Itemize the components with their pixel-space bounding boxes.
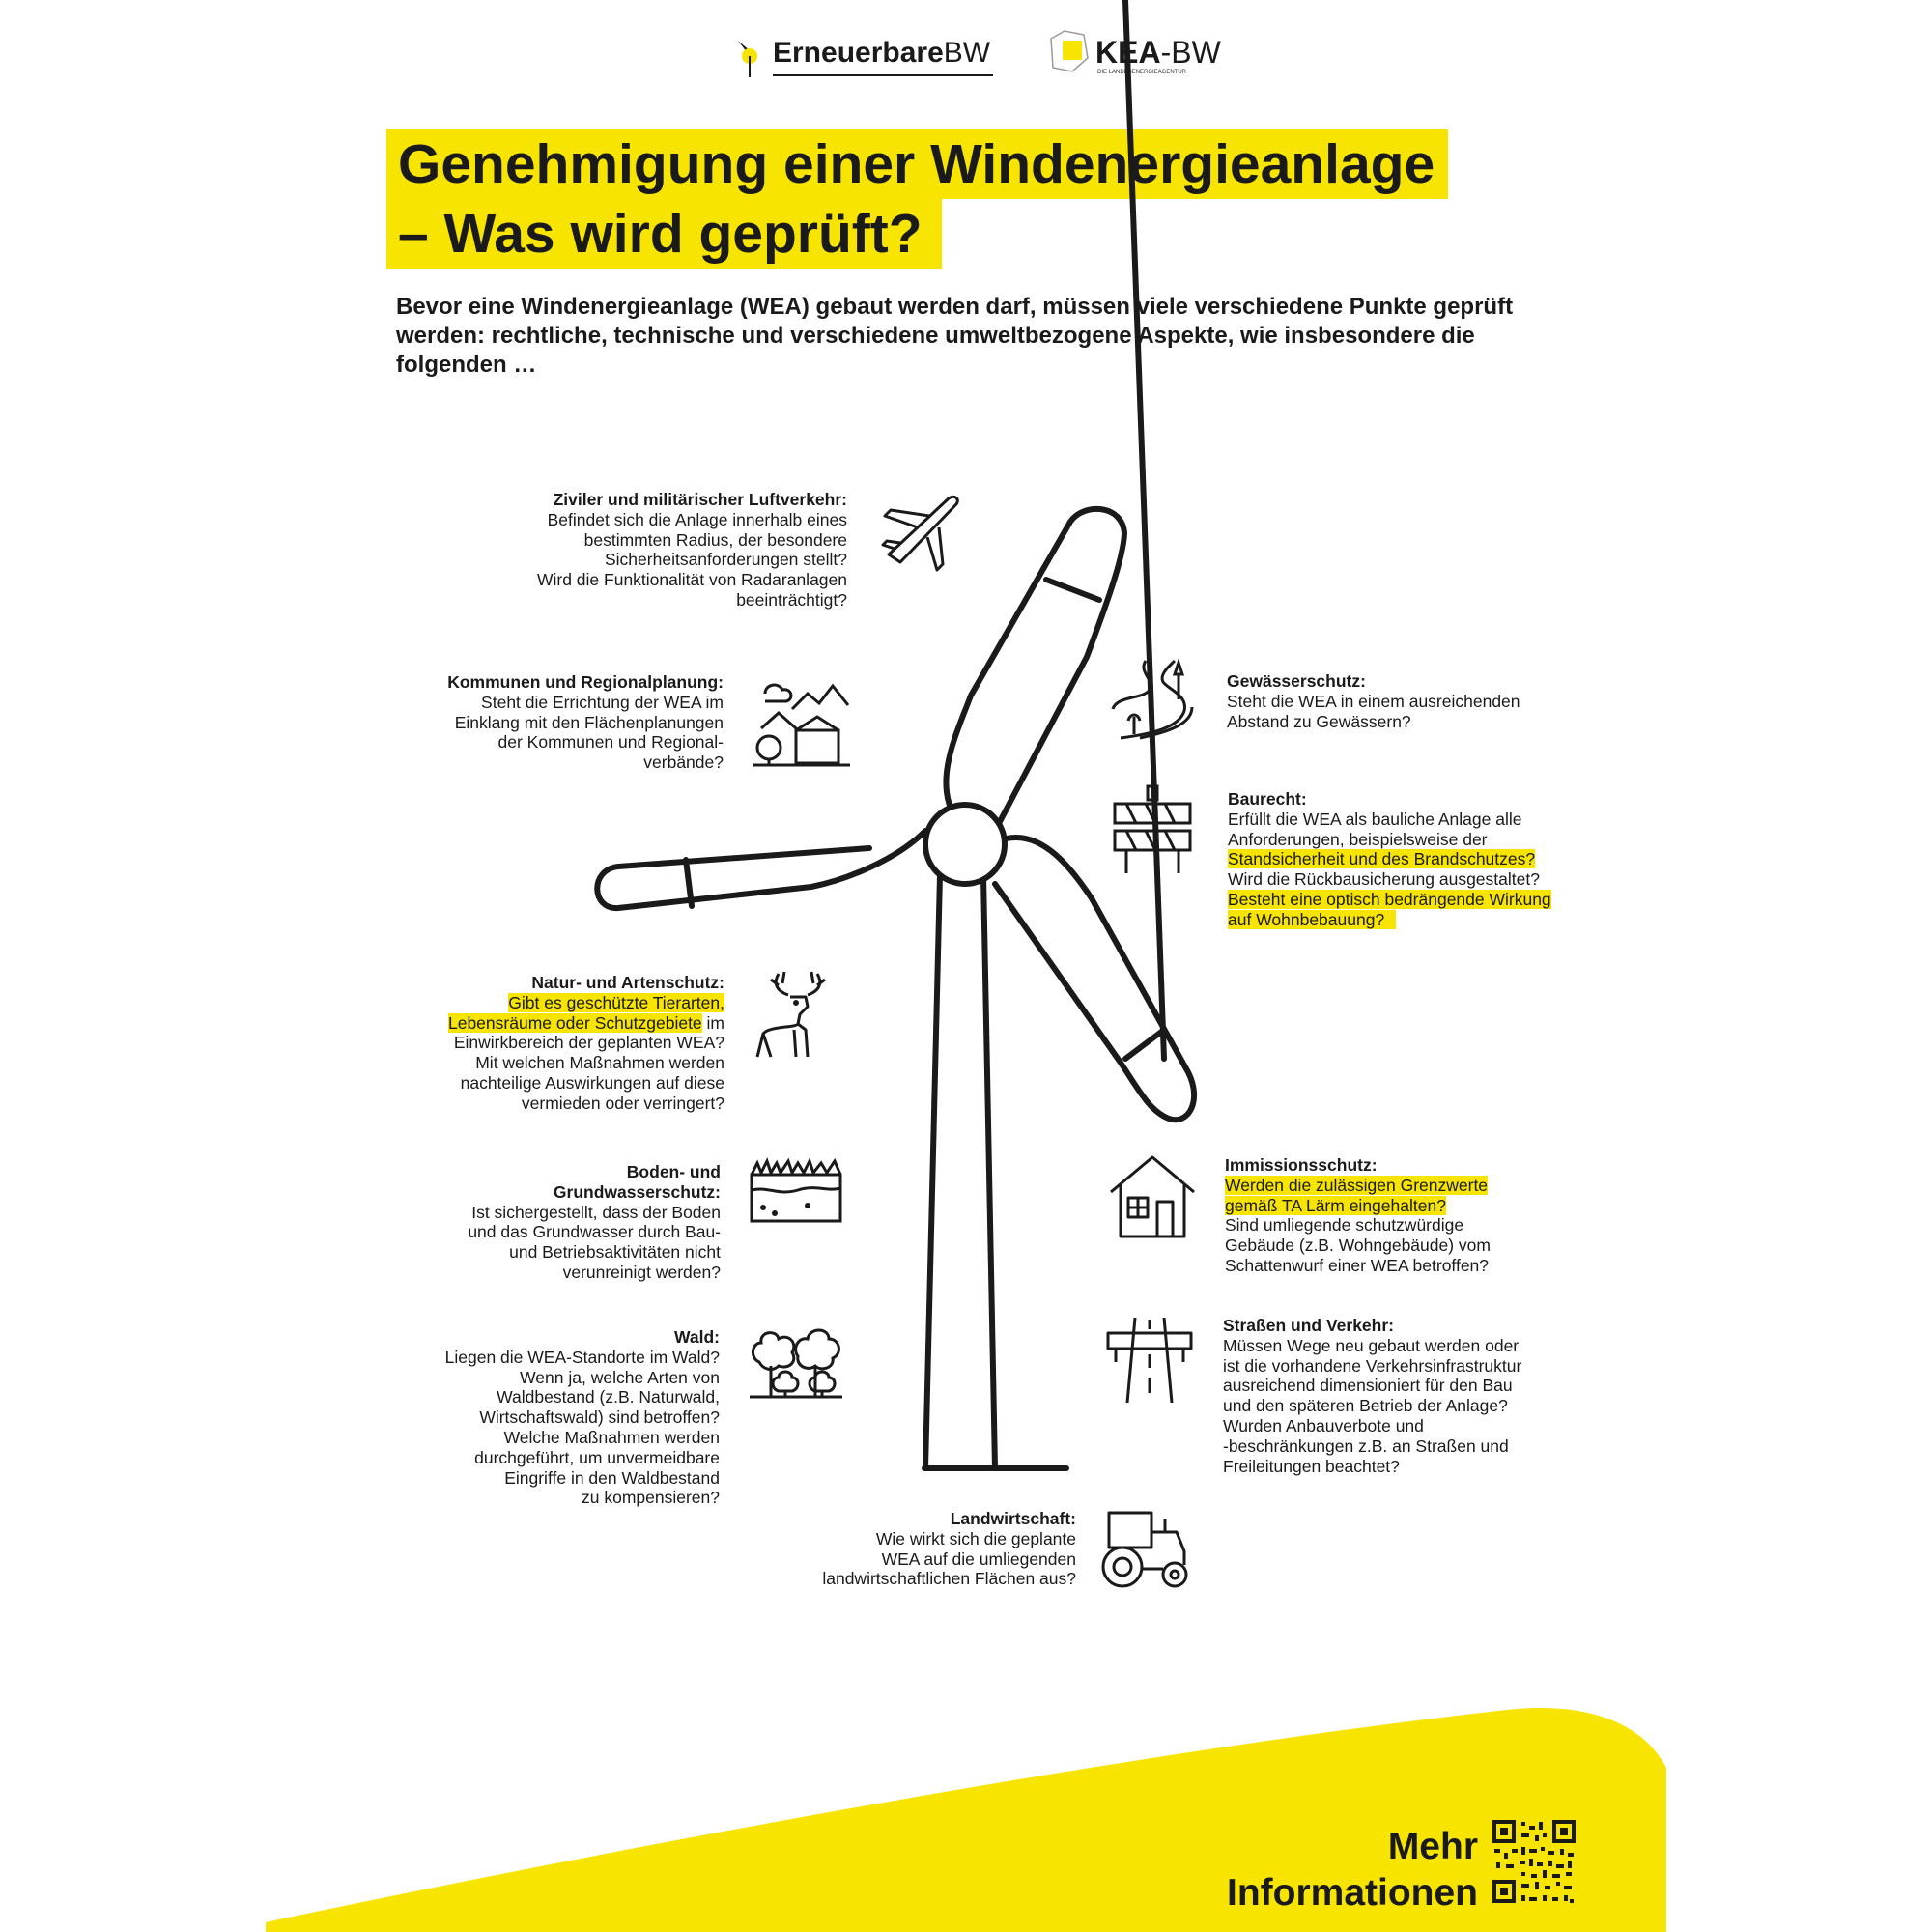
river-icon	[1111, 657, 1194, 740]
village-icon	[753, 676, 850, 767]
intro-text: Bevor eine Windenergieanlage (WEA) gebaut werden darf, müssen viele verschiedene Punkte geprüft werden: rechtliche, technische und verschiedene umweltbezogene Aspekte, wie insbesondere die folgenden …	[396, 294, 1514, 378]
topic-landwirtschaft	[748, 1509, 1076, 1589]
immission-line: Gebäude (z.B. Wohngebäude) vom	[1225, 1236, 1491, 1256]
gewaesser-heading: Gewässerschutz:	[1227, 671, 1366, 691]
forest-icon	[750, 1323, 842, 1399]
barrier-icon	[1113, 784, 1192, 873]
landwirtschaft-heading: Landwirtschaft:	[950, 1509, 1076, 1528]
wald-line: Waldbestand (z.B. Naturwald,	[497, 1387, 720, 1407]
boden-heading: Boden- und	[626, 1162, 721, 1181]
strassen-heading: Straßen und Verkehr:	[1223, 1316, 1394, 1335]
wald-line: Welche Maßnahmen werden	[503, 1427, 720, 1447]
airplane-icon	[881, 493, 963, 570]
logo2-light: -BW	[1160, 35, 1221, 70]
strassen-line: ist die vorhandene Verkehrsinfrastruktur	[1223, 1355, 1522, 1376]
luftverkehr-line: Wird die Funktionalität von Radaranlagen	[536, 570, 847, 590]
natur-heading: Natur- und Artenschutz:	[531, 973, 724, 992]
kommunen-line: Einklang mit den Flächenplanungen	[454, 712, 724, 732]
topic-strassen	[1223, 1316, 1629, 1476]
natur-line: im	[701, 1012, 724, 1033]
wald-line: zu kompensieren?	[582, 1488, 720, 1508]
logo2-bold: KEA	[1095, 35, 1161, 70]
baurecht-highlight: Besteht eine optisch bedrängende Wirkung	[1228, 889, 1551, 909]
topic-kommunen	[414, 672, 724, 773]
baurecht-highlight: Standsicherheit und des Brandschutzes?	[1228, 849, 1536, 869]
immission-line: Sind umliegende schutzwürdige	[1225, 1215, 1464, 1236]
topic-immission	[1225, 1155, 1611, 1276]
landwirtschaft-line: Wie wirkt sich die geplante	[875, 1528, 1076, 1548]
natur-line: Mit welchen Maßnahmen werden	[475, 1053, 724, 1073]
immission-highlight: Werden die zulässigen Grenzwerte	[1225, 1175, 1489, 1195]
gewaesser-line: Abstand zu Gewässern?	[1227, 711, 1411, 731]
natur-highlight: Gibt es geschützte Tierarten,	[508, 992, 724, 1012]
topic-boden	[392, 1162, 721, 1283]
strassen-line: Müssen Wege neu gebaut werden oder	[1223, 1335, 1520, 1355]
wald-line: Wenn ja, welche Arten von	[520, 1367, 720, 1387]
topic-natur	[396, 973, 724, 1114]
natur-highlight: Lebensräume oder Schutzgebiete	[447, 1012, 702, 1033]
kommunen-line: der Kommunen und Regional-	[497, 732, 724, 753]
more-info-line1: Mehr	[1387, 1826, 1478, 1867]
wald-line: Wirtschaftswald) sind betroffen?	[479, 1407, 720, 1428]
baurecht-heading: Baurecht:	[1228, 789, 1307, 809]
strassen-line: und den späteren Betrieb der Anlage?	[1223, 1396, 1508, 1416]
wald-line: Liegen die WEA-Standorte im Wald?	[444, 1347, 720, 1367]
strassen-line: Freileitungen beachtet?	[1223, 1456, 1400, 1476]
kommunen-line: verbände?	[643, 753, 724, 773]
strassen-line: ausreichend dimensioniert für den Bau	[1223, 1376, 1513, 1396]
qr-code-icon[interactable]	[1492, 1820, 1576, 1903]
topic-gewaesser	[1227, 671, 1613, 731]
boden-line: und Betriebsaktivitäten nicht	[509, 1242, 721, 1263]
title-line-2: – Was wird geprüft?	[386, 199, 942, 269]
luftverkehr-line: Sicherheitsanforderungen stellt?	[605, 550, 847, 570]
house-icon	[1109, 1155, 1196, 1238]
more-info-link[interactable]	[1227, 1824, 1478, 1917]
strassen-line: -beschränkungen z.B. an Straßen und	[1223, 1435, 1509, 1456]
boden-heading: Grundwasserschutz:	[553, 1181, 721, 1202]
baurecht-line: Anforderungen, beispielsweise der	[1228, 829, 1488, 849]
logo1-light: BW	[943, 37, 991, 69]
wald-heading: Wald:	[674, 1327, 720, 1347]
logo1-bold: Erneuerbare	[773, 37, 944, 69]
luftverkehr-line: bestimmten Radius, der besondere	[583, 529, 847, 550]
road-icon	[1106, 1316, 1193, 1405]
luftverkehr-line: beeinträchtigt?	[736, 589, 847, 610]
immission-line: Schattenwurf einer WEA betroffen?	[1225, 1255, 1490, 1275]
logo2-sub: DIE LANDESENERGIEAGENTUR	[1097, 70, 1187, 75]
title-line-1: Genehmigung einer Windenergieanlage	[386, 129, 1448, 199]
boden-line: und das Grundwasser durch Bau-	[468, 1222, 721, 1242]
gewaesser-line: Steht die WEA in einem ausreichenden	[1227, 691, 1520, 711]
boden-line: Ist sichergestellt, dass der Boden	[471, 1202, 721, 1222]
kommunen-heading: Kommunen und Regionalplanung:	[447, 672, 724, 692]
immission-heading: Immissionsschutz:	[1225, 1155, 1378, 1175]
baurecht-line: Erfüllt die WEA als bauliche Anlage alle	[1228, 809, 1522, 829]
tractor-icon	[1097, 1509, 1190, 1590]
natur-line: nachteilige Auswirkungen auf diese	[460, 1072, 724, 1093]
landwirtschaft-line: landwirtschaftlichen Flächen aus?	[822, 1569, 1076, 1589]
topic-wald	[391, 1327, 720, 1508]
baurecht-line: Wird die Rückbausicherung ausgestaltet?	[1228, 869, 1540, 890]
boden-line: verunreinigt werden?	[562, 1262, 721, 1282]
landwirtschaft-line: WEA auf die umliegenden	[881, 1548, 1076, 1569]
soil-icon	[750, 1159, 842, 1223]
natur-line: vermieden oder verringert?	[521, 1093, 724, 1113]
luftverkehr-line: Befindet sich die Anlage innerhalb eines	[547, 509, 847, 529]
topic-luftverkehr	[441, 490, 847, 611]
deer-icon	[750, 970, 844, 1059]
luftverkehr-heading: Ziviler und militärischer Luftverkehr:	[553, 490, 847, 509]
immission-highlight: gemäß TA Lärm eingehalten?	[1225, 1195, 1446, 1215]
wald-line: durchgeführt, um unvermeidbare	[474, 1447, 720, 1467]
strassen-line: Wurden Anbauverbote und	[1223, 1415, 1424, 1435]
wald-line: Eingriffe in den Waldbestand	[504, 1467, 720, 1488]
topic-baurecht	[1228, 789, 1614, 930]
kommunen-line: Steht die Errichtung der WEA im	[481, 692, 724, 712]
natur-line: Einwirkbereich der geplanten WEA?	[453, 1033, 724, 1053]
baurecht-highlight: auf Wohnbebauung?	[1228, 910, 1396, 929]
more-info-line2: Informationen	[1227, 1872, 1478, 1914]
